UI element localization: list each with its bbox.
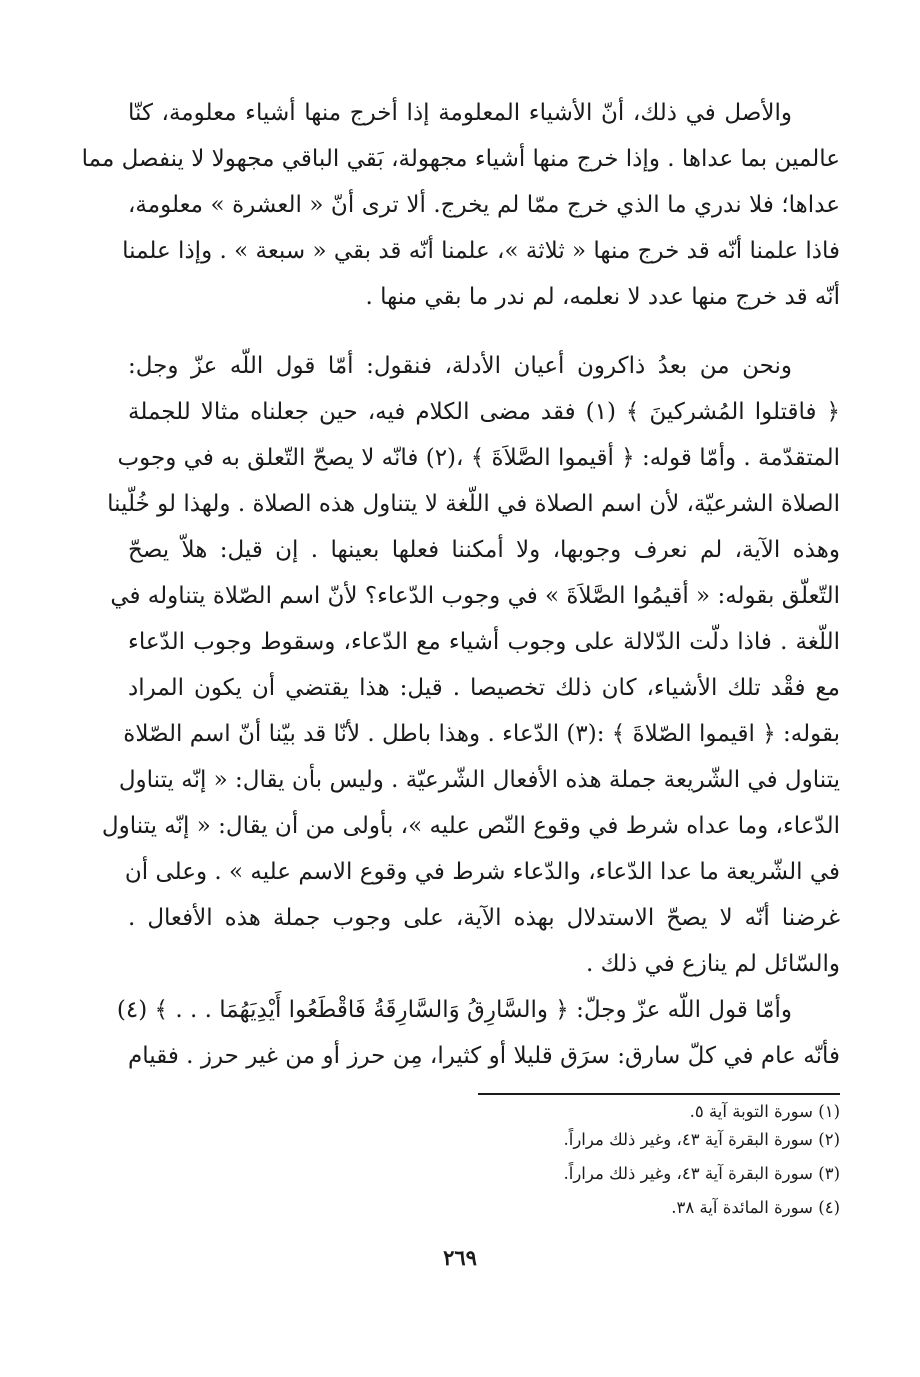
text-line: وأمّا قول اللّه عزّ وجلّ: ﴿ والسَّارِقُ وَالسَّارِقَةُ فَاقْطَعُوا أَيْدِيَهُمَا . . . ﴾ (٤) [116, 997, 792, 1023]
text-line: وهذه الآية، لم نعرف وجوبها، ولا أمكننا فعلها بعينها . إن قيل: هلاّ يصحّ [128, 537, 840, 563]
footnote-3: (٣) سورة البقرة آية ٤٣، وغير ذلك مراراً. [563, 1164, 840, 1183]
text-line: ﴿ فاقتلوا المُشركينَ ﴾ (١) فقد مضى الكلام فيه، حين جعلناه مثالا للجملة [128, 399, 840, 425]
text-line: مع فقْد تلك الأشياء، كان ذلك تخصيصا . قيل: هذا يقتضي أن يكون المراد [128, 675, 840, 701]
text-line: المتقدّمة . وأمّا قوله: ﴿ أقيموا الصَّلاَةَ ﴾ ،(٢) فانّه لا يصحّ التّعلق به في وجوب [117, 445, 840, 471]
footnotes [400, 1098, 840, 1222]
paragraph-2 [101, 343, 840, 987]
text-line: التّعلّق بقوله: « أقيمُوا الصَّلاَةَ » في وجوب الدّعاء؟ لأنّ اسم الصّلاة يتناوله في [110, 583, 840, 609]
text-line: فاذا علمنا أنّه قد خرج منها « ثلاثة »، علمنا أنّه قد بقي « سبعة » . وإذا علمنا [122, 238, 840, 264]
text-line: والأصل في ذلك، أنّ الأشياء المعلومة إذا أخرج منها أشياء معلومة، كنّا [128, 100, 792, 126]
paragraph-1 [81, 90, 840, 320]
text-line: اللّغة . فاذا دلّت الدّلالة على وجوب أشياء مع الدّعاء، وسقوط وجوب الدّعاء [128, 629, 840, 655]
text-line: فأنّه عام في كلّ سارق: سرَق قليلا أو كثيرا، مِن حرز أو من غير حرز . فقيام [128, 1043, 840, 1069]
footnote-2: (٢) سورة البقرة آية ٤٣، وغير ذلك مراراً. [563, 1130, 840, 1149]
text-line: في الشّريعة ما عدا الدّعاء، والدّعاء شرط في وقوع الاسم عليه » . وعلى أن [124, 859, 840, 885]
text-line: يتناول في الشّريعة جملة هذه الأفعال الشّرعيّة . وليس بأن يقال: « إنّه يتناول [118, 767, 840, 793]
text-line: والسّائل لم ينازع في ذلك . [585, 951, 840, 977]
footnote-divider [478, 1093, 840, 1095]
text-line: الصلاة الشرعيّة، لأن اسم الصلاة في اللّغة لا يتناول هذه الصلاة . ولهذا لو خُلّينا [107, 491, 840, 517]
footnote-4: (٤) سورة المائدة آية ٣٨. [671, 1198, 840, 1217]
text-line: عداها؛ فلا ندري ما الذي خرج ممّا لم يخرج. ألا ترى أنّ « العشرة » معلومة، [128, 192, 840, 218]
text-line: الدّعاء، وما عداه شرط في وقوع النّص عليه »، بأولى من أن يقال: « إنّه يتناول [101, 813, 840, 839]
page-number: ٢٦٩ [443, 1245, 477, 1270]
text-line: عالمين بما عداها . وإذا خرج منها أشياء مجهولة، بَقي الباقي مجهولا لا ينفصل مما [81, 146, 840, 172]
text-line: بقوله: ﴿ اقيموا الصّلاةَ ﴾ :(٣) الدّعاء . وهذا باطل . لأنّا قد بيّنا أنّ اسم الصّلاة [123, 721, 840, 747]
paragraph-3 [116, 987, 840, 1079]
footnote-1: (١) سورة التوبة آية ٥. [689, 1102, 840, 1121]
text-line: أنّه قد خرج منها عدد لا نعلمه، لم ندر ما بقي منها . [365, 284, 840, 310]
text-line: غرضنا أنّه لا يصحّ الاستدلال بهذه الآية، على وجوب جملة هذه الأفعال . [128, 905, 840, 931]
text-line: ونحن من بعدُ ذاكرون أعيان الأدلة، فنقول: أمّا قول اللّه عزّ وجل: [128, 353, 792, 379]
